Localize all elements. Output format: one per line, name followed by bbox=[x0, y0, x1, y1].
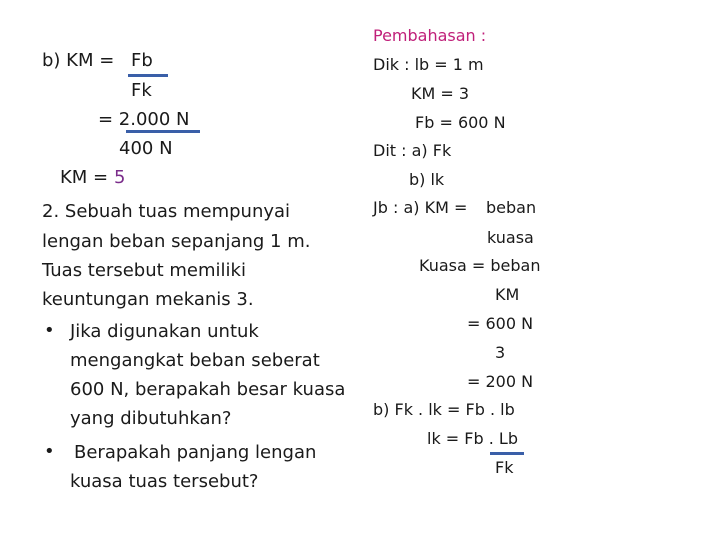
kuasa-denominator: kuasa bbox=[487, 228, 534, 247]
bullet-icon: • bbox=[44, 441, 55, 462]
lk-equation: lk = Fb . Lb bbox=[427, 429, 518, 448]
beban-numerator: beban bbox=[486, 198, 537, 217]
bullet-line: Berapakah panjang lengan bbox=[74, 442, 317, 463]
question-line: lengan beban sepanjang 1 m. bbox=[42, 231, 311, 252]
pembahasan-heading: Pembahasan : bbox=[373, 26, 487, 45]
fk-denominator: Fk bbox=[131, 80, 152, 101]
km-result-value: 5 bbox=[114, 167, 126, 188]
bullet-icon: • bbox=[44, 320, 55, 341]
fk-denominator-right: Fk bbox=[495, 458, 514, 477]
bullet-line: mengangkat beban seberat bbox=[70, 350, 320, 371]
kuasa-equation: Kuasa = beban bbox=[419, 256, 541, 275]
fraction-bar-fb-fk bbox=[128, 74, 168, 77]
question-line: 2. Sebuah tuas mempunyai bbox=[42, 201, 291, 222]
fraction-bar-2000-400 bbox=[126, 130, 200, 133]
fb-numerator: Fb bbox=[131, 50, 153, 71]
dik-lb: Dik : lb = 1 m bbox=[373, 55, 484, 74]
bullet-line: yang dibutuhkan? bbox=[70, 408, 232, 429]
eq-600n: = 600 N bbox=[467, 314, 534, 333]
question-line: keuntungan mekanis 3. bbox=[42, 289, 254, 310]
b-km-label: b) KM = bbox=[42, 50, 115, 71]
dik-fb: Fb = 600 N bbox=[415, 113, 506, 132]
b-moment-equation: b) Fk . lk = Fb . lb bbox=[373, 400, 515, 419]
dik-km: KM = 3 bbox=[411, 84, 470, 103]
bullet-line: kuasa tuas tersebut? bbox=[70, 471, 259, 492]
km-result-label: KM = bbox=[60, 167, 109, 188]
bullet-line: 600 N, berapakah besar kuasa bbox=[70, 379, 346, 400]
eq-200n: = 200 N bbox=[467, 372, 534, 391]
denominator-3: 3 bbox=[495, 343, 506, 362]
km-denominator: KM bbox=[495, 285, 520, 304]
question-line: Tuas tersebut memiliki bbox=[42, 260, 246, 281]
numerator-2000n: = 2.000 N bbox=[98, 109, 190, 130]
fraction-bar-lb-fk bbox=[490, 452, 524, 455]
dit-b: b) lk bbox=[409, 170, 445, 189]
dit-a: Dit : a) Fk bbox=[373, 141, 452, 160]
denominator-400n: 400 N bbox=[119, 138, 173, 159]
bullet-line: Jika digunakan untuk bbox=[70, 321, 259, 342]
jb-a-label: Jb : a) KM = bbox=[373, 198, 468, 217]
